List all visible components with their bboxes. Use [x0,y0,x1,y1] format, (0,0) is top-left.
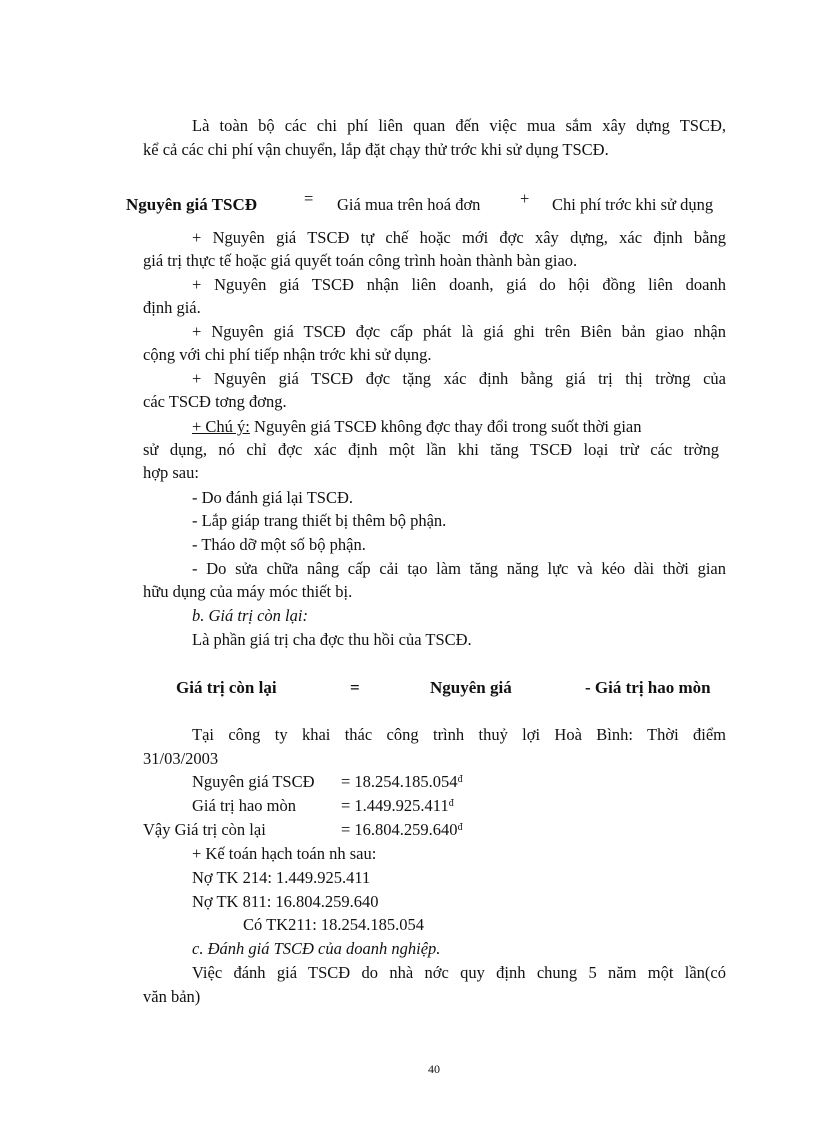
formula2-equals: = [350,678,360,697]
body-line: các TSCĐ tơng đơng. [143,392,287,411]
formula1-plus: + [520,189,530,208]
body-line: + Nguyên giá TSCĐ nhận liên doanh, giá do hội đồng liên doanh [192,275,726,294]
list-item: - Do sửa chữa nâng cấp cải tạo làm tăng năng lực và kéo dài thời gian [192,559,726,578]
formula2-rhs: - Giá trị hao mòn [585,678,711,697]
residual-value: = $16.804.259.640^đ$ [341,820,463,839]
example-line: văn bản) [143,987,201,1006]
list-item: - Do đánh giá lại TSCĐ. [192,488,354,507]
body-line: định giá. [143,298,201,317]
body-line: + Nguyên giá TSCĐ đợc cấp phát là giá ghi trên Biên bản giao nhận [192,322,726,341]
debit-entry: Nợ TK 214: 1.449.925.411 [192,868,371,887]
formula2-lhs: Giá trị còn lại [176,678,277,697]
example-line: Việc đánh giá TSCĐ do nhà nớc quy định chung 5 năm một lần(có [192,963,726,982]
depreciation-value: = $1.449.925.411^đ$ [341,796,454,815]
body-line: hữu dụng của máy móc thiết bị. [143,582,353,601]
body-line: sử dụng, nó chỉ đợc xác định một lần khi tăng TSCĐ loại trừ các trờng [143,440,719,459]
body-line: + Nguyên giá TSCĐ tự chế hoặc mới đợc xây dựng, xác định bằng [192,228,726,247]
formula1-term1: Giá mua trên hoá đơn [337,195,481,214]
page-number: 40 [428,1062,440,1076]
list-item: - Lắp giáp trang thiết bị thêm bộ phận. [192,511,447,530]
residual-label: Vậy Giá trị còn lại [143,820,266,839]
formula1-lhs: Nguyên giá TSCĐ [126,195,257,214]
body-line: giá trị thực tế hoặc giá quyết toán công trình hoàn thành bàn giao. [143,251,578,270]
debit-entry: Nợ TK 811: 16.804.259.640 [192,892,379,911]
original-cost-value: = $18.254.185.054^đ$ [341,772,463,791]
depreciation-label: Giá trị hao mòn [192,796,297,815]
formula2-mid: Nguyên giá [430,678,512,697]
formula1-term2: Chi phí trớc khi sử dụng [552,195,714,214]
formula1-equals: = [304,189,314,208]
example-date: 31/03/2003 [143,749,219,768]
body-line: + Nguyên giá TSCĐ đợc tặng xác định bằng giá trị thị trờng của [192,369,726,388]
note-text: Nguyên giá TSCĐ không đợc thay đổi trong suốt thời gian [249,417,642,436]
note-label: + Chú ý: [192,417,250,436]
body-line: cộng với chi phí tiếp nhận trớc khi sử dụng. [143,345,432,364]
body-line: Là phần giá trị cha đợc thu hồi của TSCĐ. [192,630,472,649]
example-line: Tại công ty khai thác công trình thuỷ lợi Hoà Bình: Thời điểm [192,725,726,744]
section-heading-b: b. Giá trị còn lại: [192,606,308,625]
intro-line-2: kể cả các chi phí vận chuyển, lắp đặt chạy thử trớc khi sử dụng TSCĐ. [143,140,609,159]
original-cost-label: Nguyên giá TSCĐ [192,772,315,791]
section-heading-c: c. Đánh giá TSCĐ của doanh nghiệp. [192,939,441,958]
list-item: - Tháo dỡ một số bộ phận. [192,535,366,554]
intro-line-1: Là toàn bộ các chi phí liên quan đến việc mua sắm xây dựng TSCĐ, [192,116,726,135]
body-line: hợp sau: [143,463,199,482]
credit-entry: Có TK211: 18.254.185.054 [243,915,425,934]
note-line [192,416,726,438]
accounting-entry-heading: + Kế toán hạch toán nh sau: [192,844,377,863]
